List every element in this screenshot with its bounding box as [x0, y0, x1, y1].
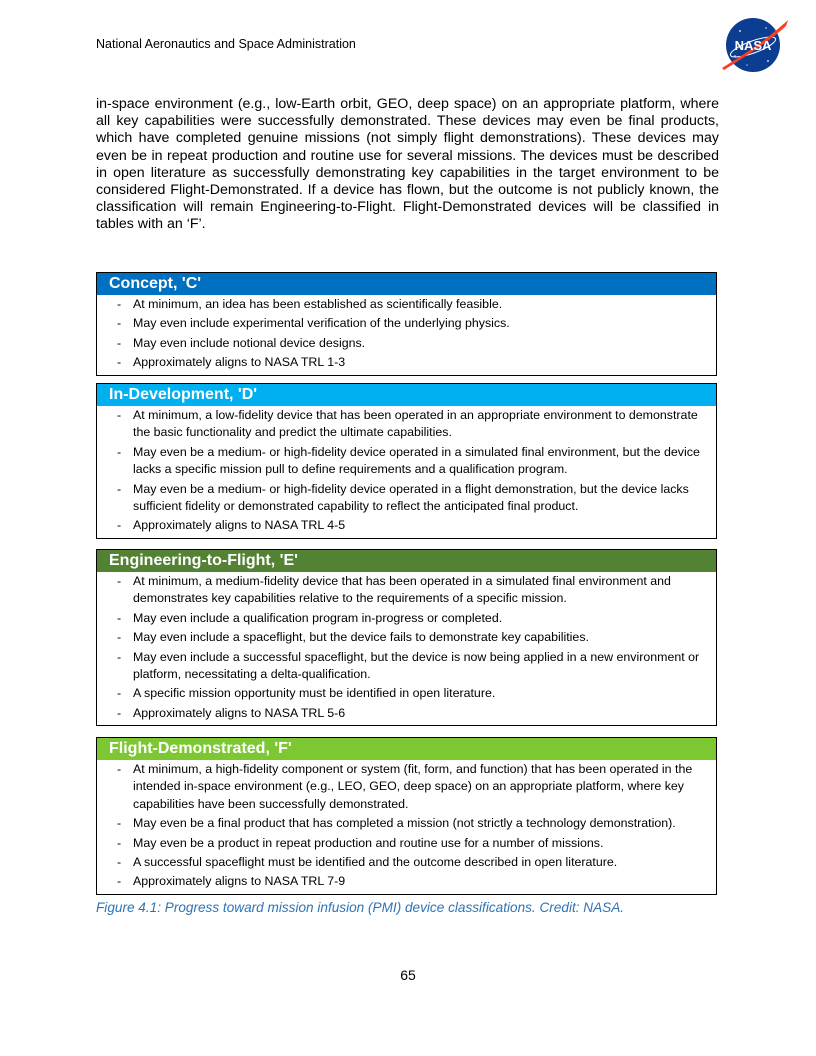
list-item: - Approximately aligns to NASA TRL 1-3	[117, 354, 710, 371]
list-item: - May even be a final product that has completed a mission (not strictly a technology demonstration).	[117, 815, 710, 832]
panel-header: In-Development, 'D'	[97, 384, 716, 406]
page-number: 65	[400, 967, 416, 983]
panel-header: Flight-Demonstrated, 'F'	[97, 738, 716, 760]
concept-panel	[96, 272, 717, 376]
list-item: - Approximately aligns to NASA TRL 5-6	[117, 705, 710, 722]
svg-text:NASA: NASA	[734, 38, 772, 53]
engineering-to-flight-panel	[96, 549, 717, 726]
list-item: - May even be a medium- or high-fidelity device operated in a simulated final environment, but the device lacks a specific mission pull to define requirements and a qualification program.	[117, 444, 710, 479]
list-item: - Approximately aligns to NASA TRL 4-5	[117, 517, 710, 534]
list-item: - At minimum, a medium-fidelity device that has been operated in a simulated final environment and demonstrates key capabilities relative to the requirements of a specific mission.	[117, 573, 710, 608]
list-item: - May even include a qualification program in-progress or completed.	[117, 610, 710, 627]
list-item: - May even include a successful spaceflight, but the device is now being applied in a new environment or platform, necessitating a delta-qualification.	[117, 649, 710, 684]
panel-header: Engineering-to-Flight, 'E'	[97, 550, 716, 572]
body-paragraph: in-space environment (e.g., low-Earth orbit, GEO, deep space) on an appropriate platform, where all key capabilities were successfully demonstrated. These devices may even be final products, which have completed genuine missions (not simply flight demonstrations). These devices may even be in repeat production and routine use for several missions. The devices must be described in open literature as successfully demonstrating key capabilities in the target environment to be considered Flight-Demonstrated. If a device has flown, but the outcome is not publicly known, the classification will remain Engineering-to-Flight. Flight-Demonstrated devices will be classified in tables with an ‘F’.	[96, 96, 719, 233]
list-item: - May even be a product in repeat production and routine use for a number of missions.	[117, 835, 710, 852]
in-development-panel	[96, 383, 717, 539]
list-item: - May even be a medium- or high-fidelity device operated in a flight demonstration, but the device lacks sufficient fidelity or demonstrated capability to reflect the anticipated final product.	[117, 481, 710, 516]
list-item: - May even include notional device designs.	[117, 335, 710, 352]
list-item: - A successful spaceflight must be identified and the outcome described in open literature.	[117, 854, 710, 871]
nasa-logo	[720, 16, 790, 74]
list-item: - Approximately aligns to NASA TRL 7-9	[117, 873, 710, 890]
list-item: - At minimum, a low-fidelity device that has been operated in an appropriate environment to demonstrate the basic functionality and predict the ultimate capabilities.	[117, 407, 710, 442]
list-item: - May even include experimental verification of the underlying physics.	[117, 315, 710, 332]
header-title: National Aeronautics and Space Administration	[96, 37, 356, 51]
list-item: - At minimum, an idea has been established as scientifically feasible.	[117, 296, 710, 313]
figure-caption: Figure 4.1: Progress toward mission infusion (PMI) device classifications. Credit: NASA.	[96, 900, 625, 915]
flight-demonstrated-panel	[96, 737, 717, 895]
list-item: - A specific mission opportunity must be identified in open literature.	[117, 685, 710, 702]
panel-header: Concept, 'C'	[97, 273, 716, 295]
list-item: - May even include a spaceflight, but the device fails to demonstrate key capabilities.	[117, 629, 710, 646]
list-item: - At minimum, a high-fidelity component or system (fit, form, and function) that has been operated in the intended in-space environment (e.g., LEO, GEO, deep space) on an appropriate platform, where key capabilities have been successfully demonstrated.	[117, 761, 710, 813]
